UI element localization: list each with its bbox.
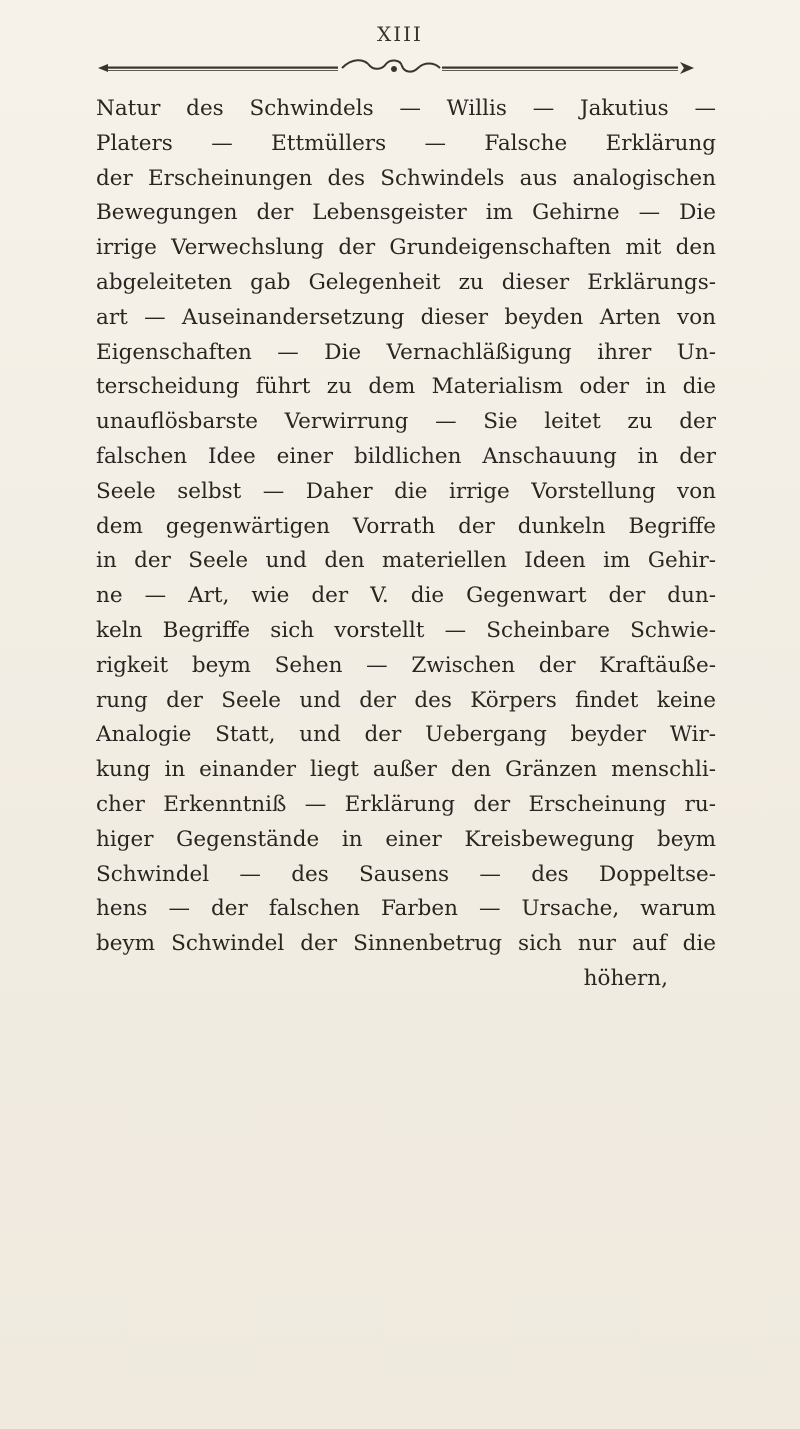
- text-line: Bewegungen der Lebensgeister im Gehirne — Die: [96, 200, 716, 226]
- text-line: irrige Verwechslung der Grundeigenschaften mit den: [96, 235, 716, 261]
- text-line: unauflösbarste Verwirrung — Sie leitet zu der: [96, 409, 716, 435]
- text-line-last: höhern,: [583, 965, 668, 991]
- text-line: terscheidung führt zu dem Materialism oder in die: [96, 374, 716, 400]
- text-line: der Erscheinungen des Schwindels aus analogischen: [96, 165, 716, 191]
- text-line: rung der Seele und der des Körpers findet keine: [96, 687, 716, 713]
- page-number: XIII: [377, 22, 423, 46]
- text-line: keln Begriffe sich vorstellt — Scheinbare Schwie-: [96, 617, 716, 643]
- text-line: dem gegenwärtigen Vorrath der dunkeln Begriffe: [96, 513, 716, 539]
- text-line: Natur des Schwindels — Willis — Jakutius —: [96, 96, 716, 121]
- text-line: cher Erkenntniß — Erklärung der Erscheinung ru-: [96, 791, 716, 817]
- text-line: kung in einander liegt außer den Gränzen menschli-: [96, 757, 716, 783]
- text-line: art — Auseinandersetzung dieser beyden Arten von: [96, 304, 716, 330]
- text-line: falschen Idee einer bildlichen Anschauung in der: [96, 443, 716, 469]
- text-line: beym Schwindel der Sinnenbetrug sich nur auf die: [96, 931, 716, 957]
- text-line: Analogie Statt, und der Uebergang beyder Wir-: [96, 722, 716, 748]
- text-line: hens — der falschen Farben — Ursache, warum: [96, 896, 716, 922]
- text-line: Eigenschaften — Die Vernachläßigung ihrer Un-: [96, 339, 716, 365]
- text-line: abgeleiteten gab Gelegenheit zu dieser Erklärungs-: [96, 269, 716, 295]
- text-line: in der Seele und den materiellen Ideen im Gehir-: [96, 548, 716, 574]
- text-line: Platers — Ettmüllers — Falsche Erklärung: [96, 130, 716, 156]
- ornamental-rule-icon: [96, 56, 696, 80]
- text-line: Seele selbst — Daher die irrige Vorstellung von: [96, 478, 716, 504]
- text-line: rigkeit beym Sehen — Zwischen der Kraftäuße-: [96, 652, 716, 678]
- text-line: Schwindel — des Sausens — des Doppeltse-: [96, 861, 716, 887]
- text-line: ne — Art, wie der V. die Gegenwart der dun-: [96, 583, 716, 609]
- table-of-contents-text: [96, 92, 716, 997]
- text-line: higer Gegenstände in einer Kreisbewegung beym: [96, 826, 716, 852]
